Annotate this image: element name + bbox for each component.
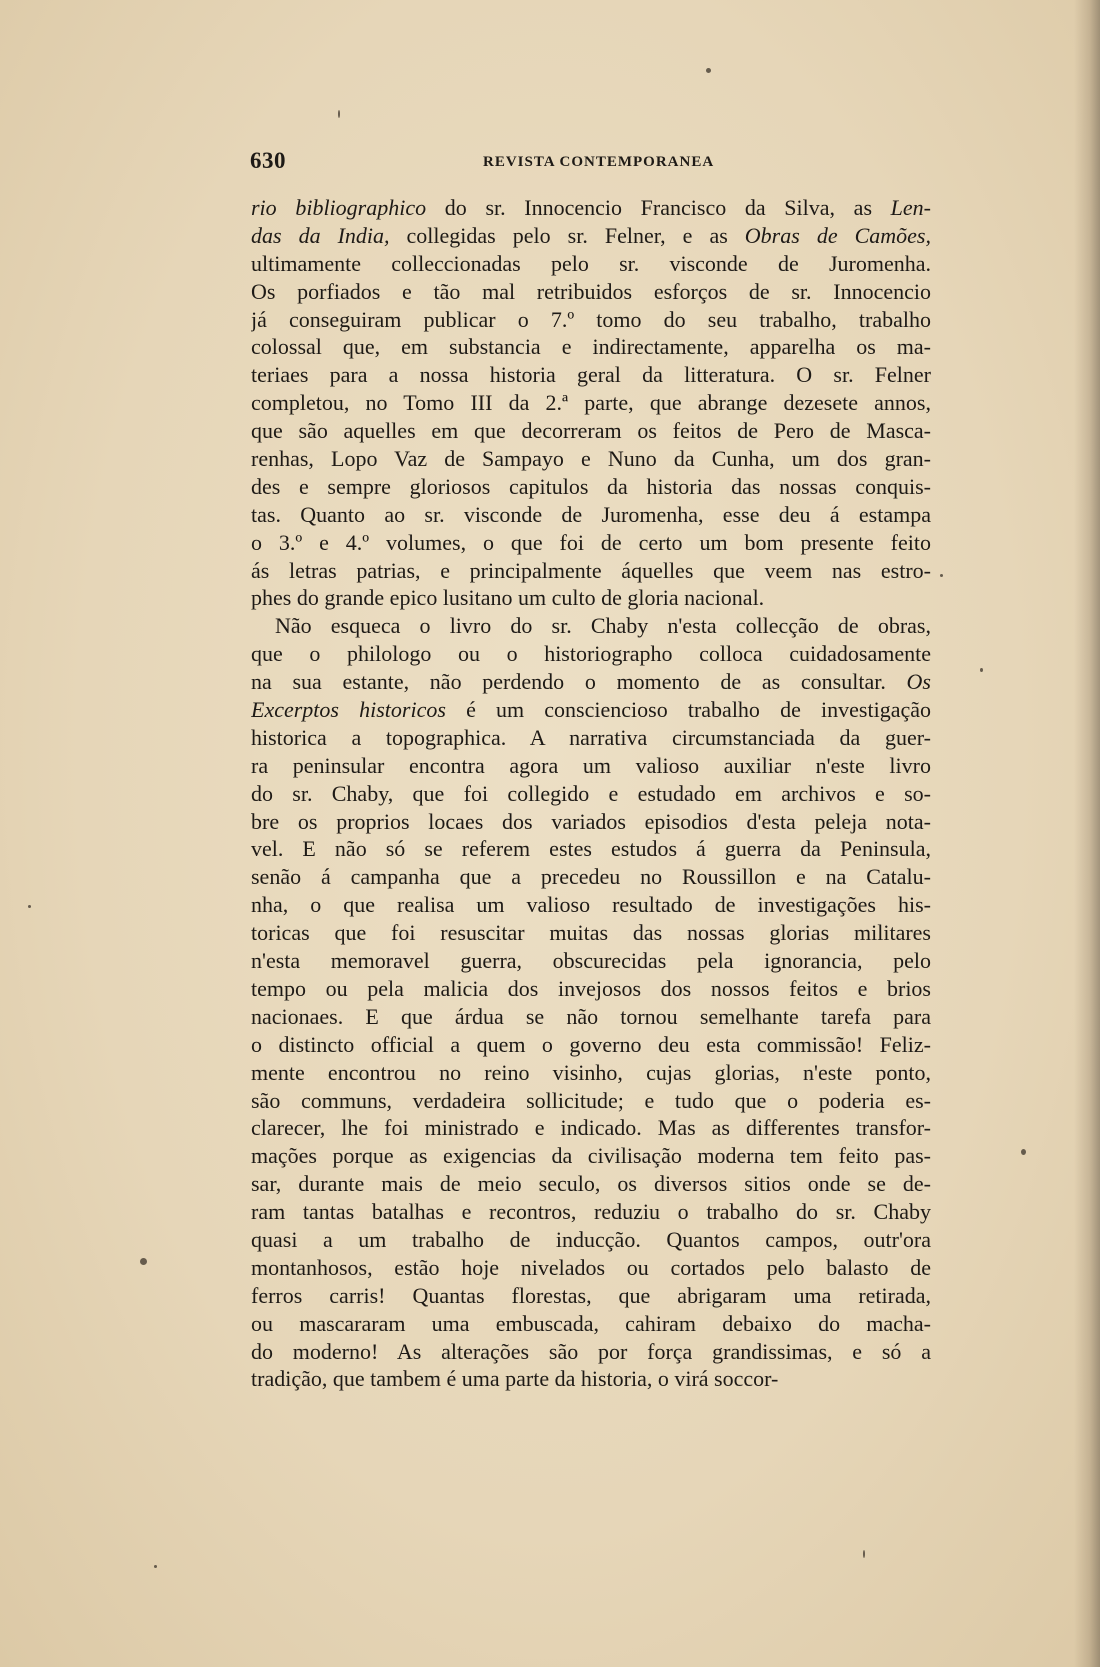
text-segment: sar, durante mais de meio seculo, os diversos sitios onde se de-	[251, 1171, 931, 1197]
text-line	[251, 417, 931, 445]
text-segment: é um consciencioso trabalho de investigação	[445, 697, 931, 723]
text-line	[251, 584, 931, 612]
text-segment: vel. E não só se referem estes estudos á guerra da Peninsula,	[251, 836, 931, 862]
text-segment: do sr. Innocencio Francisco da Silva, as	[426, 195, 891, 220]
text-segment: ás letras patrias, e principalmente áquelles que veem nas estro-	[251, 557, 931, 583]
italic-text: Excerptos historicos	[251, 697, 446, 723]
text-line	[251, 919, 931, 947]
text-line	[251, 668, 931, 696]
text-line	[251, 891, 931, 919]
text-line	[251, 696, 931, 724]
text-line	[251, 529, 931, 557]
text-line	[251, 501, 931, 529]
italic-text: Len-	[890, 195, 931, 220]
text-line	[251, 724, 931, 752]
text-line	[251, 1365, 931, 1393]
text-segment: o 3.º e 4.º volumes, o que foi de certo um bom presente feito	[251, 529, 931, 555]
text-line	[251, 250, 931, 278]
text-segment: que são aquelles em que decorreram os feitos de Pero de Masca-	[251, 418, 931, 444]
text-segment: tas. Quanto ao sr. visconde de Juromenha, esse deu á estampa	[251, 501, 931, 527]
text-segment: nacionaes. E que árdua se não tornou semelhante tarefa para	[251, 1003, 931, 1029]
text-line	[251, 1142, 931, 1170]
ink-speck	[154, 1565, 157, 1568]
text-line	[251, 835, 931, 863]
text-segment: historica a topographica. A narrativa circumstanciada da guer-	[251, 724, 931, 750]
text-segment: ultimamente colleccionadas pelo sr. visconde de Juromenha.	[251, 250, 931, 276]
ink-speck	[706, 68, 711, 73]
text-segment: ou mascararam uma embuscada, cahiram debaixo do macha-	[251, 1310, 931, 1336]
italic-text: rio bibliographico	[251, 195, 427, 220]
text-line	[251, 361, 931, 389]
text-line	[251, 1003, 931, 1031]
text-line	[251, 752, 931, 780]
text-segment: bre os proprios locaes dos variados episodios d'esta peleja nota-	[251, 808, 931, 834]
text-segment: do moderno! As alterações são por força grandissimas, e só a	[251, 1338, 931, 1364]
text-segment: senão á campanha que a precedeu no Roussillon e na Catalu-	[251, 864, 931, 890]
text-segment: ram tantas batalhas e recontros, reduziu o trabalho do sr. Chaby	[251, 1199, 931, 1225]
page-edge-shadow	[1074, 0, 1100, 1667]
text-segment: phes do grande epico lusitano um culto de gloria nacional.	[251, 585, 765, 611]
body-text	[251, 194, 931, 1393]
text-line	[251, 194, 931, 222]
ink-speck	[980, 668, 983, 672]
text-segment: quasi a um trabalho de inducção. Quantos campos, outr'ora	[251, 1226, 931, 1252]
text-line	[251, 389, 931, 417]
text-segment: ra peninsular encontra agora um valioso auxiliar n'este livro	[251, 752, 931, 778]
text-line	[251, 975, 931, 1003]
text-line	[251, 1031, 931, 1059]
text-segment: que o philologo ou o historiographo colloca cuidadosamente	[251, 641, 931, 667]
text-line	[251, 1226, 931, 1254]
text-segment: completou, no Tomo III da 2.ª parte, que abrange dezesete annos,	[251, 390, 931, 416]
text-segment: toricas que foi resuscitar muitas das nossas glorias militares	[251, 920, 931, 946]
ink-speck	[140, 1258, 147, 1265]
text-line	[251, 640, 931, 668]
text-line	[251, 1170, 931, 1198]
text-segment: mações porque as exigencias da civilisação moderna tem feito pas-	[251, 1143, 931, 1169]
text-line	[251, 1059, 931, 1087]
text-segment: são communs, verdadeira sollicitude; e tudo que o poderia es-	[251, 1087, 931, 1113]
italic-text: das da India,	[251, 222, 390, 248]
text-segment: tempo ou pela malicia dos invejosos dos nossos feitos e brios	[251, 975, 931, 1001]
text-line	[251, 1114, 931, 1142]
text-segment: o distincto official a quem o governo deu esta commissão! Feliz-	[251, 1031, 931, 1057]
text-segment: collegidas pelo sr. Felner, e as	[389, 222, 745, 248]
ink-speck	[1021, 1149, 1026, 1155]
text-line	[251, 557, 931, 585]
text-segment: Não esqueca o livro do sr. Chaby n'esta collecção de obras,	[275, 613, 931, 639]
text-line	[251, 808, 931, 836]
text-line	[251, 1254, 931, 1282]
text-line	[251, 333, 931, 361]
text-line	[251, 1198, 931, 1226]
text-line	[251, 1087, 931, 1115]
text-line	[251, 473, 931, 501]
ink-speck	[28, 905, 31, 908]
text-segment: colossal que, em substancia e indirectamente, apparelha os ma-	[251, 334, 931, 360]
text-segment: do sr. Chaby, que foi collegido e estudado em archivos e so-	[251, 780, 931, 806]
page-number: 630	[250, 148, 286, 173]
text-line	[251, 863, 931, 891]
text-segment: renhas, Lopo Vaz de Sampayo e Nuno da Cunha, um dos gran-	[251, 446, 931, 472]
text-line	[251, 1310, 931, 1338]
page-header	[250, 148, 715, 178]
text-segment: n'esta memoravel guerra, obscurecidas pela ignorancia, pelo	[251, 948, 931, 974]
ink-speck	[863, 1550, 865, 1558]
ink-speck	[940, 574, 943, 577]
text-segment: montanhosos, estão hoje nivelados ou cortados pelo balasto de	[251, 1254, 931, 1280]
text-segment: mente encontrou no reino visinho, cujas glorias, n'este ponto,	[251, 1059, 931, 1085]
text-segment: tradição, que tambem é uma parte da historia, o virá soccor-	[251, 1366, 779, 1392]
text-segment: na sua estante, não perdendo o momento de as consultar.	[251, 669, 907, 695]
text-segment: clarecer, lhe foi ministrado e indicado. Mas as differentes transfor-	[251, 1115, 931, 1141]
text-line	[251, 612, 931, 640]
text-segment: já conseguiram publicar o 7.º tomo do seu trabalho, trabalho	[251, 306, 931, 332]
text-line	[251, 947, 931, 975]
text-segment: nha, o que realisa um valioso resultado de investigações his-	[251, 892, 931, 918]
text-segment: teriaes para a nossa historia geral da litteratura. O sr. Felner	[251, 362, 931, 388]
text-line	[251, 222, 931, 250]
italic-text: Os	[906, 669, 931, 695]
italic-text: Obras de Camões,	[744, 222, 931, 248]
text-line	[251, 306, 931, 334]
running-head: REVISTA CONTEMPORANEA	[483, 154, 715, 170]
text-line	[251, 445, 931, 473]
text-line	[251, 1338, 931, 1366]
text-segment: ferros carris! Quantas florestas, que abrigaram uma retirada,	[251, 1282, 931, 1308]
text-segment: Os porfiados e tão mal retribuidos esforços de sr. Innocencio	[251, 278, 931, 304]
ink-speck	[338, 110, 340, 118]
text-line	[251, 1282, 931, 1310]
text-line	[251, 278, 931, 306]
text-segment: des e sempre gloriosos capitulos da historia das nossas conquis-	[251, 473, 931, 499]
text-line	[251, 780, 931, 808]
